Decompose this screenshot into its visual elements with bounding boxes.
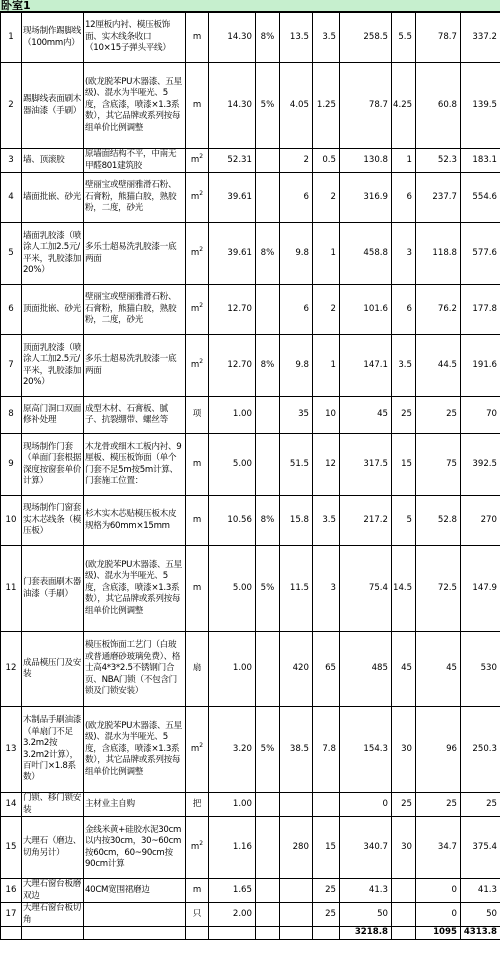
labor-price: 10 [313, 397, 340, 434]
labor-total: 237.7 [416, 173, 461, 223]
row-number: 5 [1, 223, 22, 285]
unit: m [186, 63, 209, 149]
quantity: 5.00 [209, 434, 256, 496]
unit: $m^2$ [186, 173, 209, 223]
row-number: 17 [1, 903, 22, 927]
item-name: 现场制作踢脚线（100mm内） [22, 13, 84, 63]
item-name: 现场制作门套（单面门套根据深度按窗套单价计算） [22, 434, 84, 496]
table-row [1, 223, 500, 285]
aux-price: 25 [392, 793, 416, 817]
item-name: 门锁、移门锁安装 [22, 793, 84, 817]
item-name: 原高门洞口双面修补处理 [22, 397, 84, 434]
labor-price: 25 [313, 879, 340, 903]
row-total: 139.5 [461, 63, 500, 149]
row-number: 6 [1, 285, 22, 335]
material-price: 15.8 [280, 496, 313, 546]
aux-price: 4.25 [392, 63, 416, 149]
table-row [1, 335, 500, 397]
labor-total: 78.7 [416, 13, 461, 63]
material-price: 11.5 [280, 546, 313, 632]
table-row [1, 707, 500, 793]
aux-price: 3.5 [392, 335, 416, 397]
item-name: 墙面批嵌、砂光 [22, 173, 84, 223]
unit: 只 [186, 903, 209, 927]
material-total: 130.8 [340, 149, 392, 173]
item-name: 顶面批嵌、砂光 [22, 285, 84, 335]
item-description: 模压板饰面工艺门（白玻或普通磨砂玻璃免费）、格士高4*3*2.5不锈钢门合页、NBA门锁（不包含门锁及门锁安装） [84, 632, 186, 707]
unit: 扇 [186, 632, 209, 707]
quantity: 1.65 [209, 879, 256, 903]
item-description: (欧龙脱苯PU木器漆、五星级)、混水为半哑光、5度，含底漆，喷漆×1.3系数），其它品牌或系列按每组单价比例调整 [84, 707, 186, 793]
labor-total: 52.3 [416, 149, 461, 173]
row-number: 9 [1, 434, 22, 496]
item-description: (欧龙脱苯PU木器漆、五星级)、混水为半哑光、5度，含底漆，喷漆×1.3系数），其它品牌或系列按每组单价比例调整 [84, 63, 186, 149]
unit: m [186, 496, 209, 546]
material-total: 217.2 [340, 496, 392, 546]
material-price [280, 793, 313, 817]
unit: m [186, 13, 209, 63]
material-total: 458.8 [340, 223, 392, 285]
material-total: 317.5 [340, 434, 392, 496]
labor-price: 1 [313, 335, 340, 397]
table-row [1, 903, 500, 927]
aux-price: 45 [392, 632, 416, 707]
item-description: 木龙骨或细木工板内衬、9厘板、模压板饰面（单个门套不足5m按5m计算、门套施工位置： [84, 434, 186, 496]
loss-rate [256, 793, 280, 817]
labor-total: 34.7 [416, 817, 461, 879]
loss-rate [256, 903, 280, 927]
quantity: 12.70 [209, 335, 256, 397]
labor-total: 75 [416, 434, 461, 496]
table-row [1, 149, 500, 173]
labor-total: 44.5 [416, 335, 461, 397]
table-row [1, 173, 500, 223]
unit: $m^2$ [186, 335, 209, 397]
material-sum: 3218.8 [340, 927, 392, 940]
quantity: 5.00 [209, 546, 256, 632]
material-total: 50 [340, 903, 392, 927]
unit: $m^2$ [186, 817, 209, 879]
row-total: 375.4 [461, 817, 500, 879]
labor-price: 12 [313, 434, 340, 496]
item-description: 主材业主自购 [84, 793, 186, 817]
unit: m [186, 879, 209, 903]
row-number: 16 [1, 879, 22, 903]
labor-price: 15 [313, 817, 340, 879]
table-row [1, 879, 500, 903]
labor-total: 76.2 [416, 285, 461, 335]
row-total: 392.5 [461, 434, 500, 496]
loss-rate [256, 173, 280, 223]
loss-rate: 8% [256, 496, 280, 546]
labor-price: 2 [313, 173, 340, 223]
aux-price: 14.5 [392, 546, 416, 632]
row-number: 14 [1, 793, 22, 817]
aux-price: 5 [392, 496, 416, 546]
loss-rate: 8% [256, 223, 280, 285]
quantity: 1.00 [209, 397, 256, 434]
material-price: 51.5 [280, 434, 313, 496]
material-price: 420 [280, 632, 313, 707]
labor-price: 0.5 [313, 149, 340, 173]
item-name: 大理石窗台板磨双边 [22, 879, 84, 903]
loss-rate [256, 149, 280, 173]
labor-price [313, 793, 340, 817]
aux-price: 5.5 [392, 13, 416, 63]
row-number: 11 [1, 546, 22, 632]
row-number: 4 [1, 173, 22, 223]
labor-total: 25 [416, 397, 461, 434]
item-name: 成品模压门及安装 [22, 632, 84, 707]
row-total: 147.9 [461, 546, 500, 632]
material-total: 101.6 [340, 285, 392, 335]
row-total: 250.3 [461, 707, 500, 793]
labor-price: 3 [313, 546, 340, 632]
quantity: 52.31 [209, 149, 256, 173]
unit: $m^2$ [186, 285, 209, 335]
unit: m [186, 546, 209, 632]
material-total: 75.4 [340, 546, 392, 632]
row-number: 8 [1, 397, 22, 434]
labor-total: 25 [416, 793, 461, 817]
row-total: 41.3 [461, 879, 500, 903]
empty [313, 927, 340, 940]
item-description: 原墙面结构不平，中南无甲醛801建筑胶 [84, 149, 186, 173]
labor-price: 3.5 [313, 13, 340, 63]
row-total: 25 [461, 793, 500, 817]
quantity: 39.61 [209, 223, 256, 285]
aux-price: 15 [392, 434, 416, 496]
quantity: 10.56 [209, 496, 256, 546]
material-price: 2 [280, 149, 313, 173]
row-total: 577.6 [461, 223, 500, 285]
table-row [1, 63, 500, 149]
table-row [1, 496, 500, 546]
row-total: 50 [461, 903, 500, 927]
material-price: 9.8 [280, 223, 313, 285]
item-name: 木制品手刷油漆（单扇门不足3.2m2按3.2m2计算），百叶门×1.8系数） [22, 707, 84, 793]
labor-total: 72.5 [416, 546, 461, 632]
quantity: 14.30 [209, 63, 256, 149]
labor-total: 45 [416, 632, 461, 707]
section-title: 卧室1 [0, 0, 500, 12]
quantity: 2.00 [209, 903, 256, 927]
item-description: 多乐士超易洗乳胶漆一底两面 [84, 335, 186, 397]
totals-row [1, 927, 500, 940]
aux-price: 30 [392, 817, 416, 879]
table-row [1, 434, 500, 496]
material-total: 316.9 [340, 173, 392, 223]
labor-sum: 1095 [416, 927, 461, 940]
quantity: 1.16 [209, 817, 256, 879]
table-row [1, 793, 500, 817]
item-name: 踢脚线表面刷木器油漆（手刷） [22, 63, 84, 149]
labor-total: 52.8 [416, 496, 461, 546]
item-name: 大理石窗台板切角 [22, 903, 84, 927]
aux-price [392, 879, 416, 903]
labor-price: 65 [313, 632, 340, 707]
material-price: 280 [280, 817, 313, 879]
loss-rate: 5% [256, 63, 280, 149]
unit: 把 [186, 793, 209, 817]
quantity: 12.70 [209, 285, 256, 335]
row-number: 13 [1, 707, 22, 793]
loss-rate: 5% [256, 546, 280, 632]
row-number: 7 [1, 335, 22, 397]
material-price: 9.8 [280, 335, 313, 397]
quote-table [0, 12, 500, 940]
row-total: 530 [461, 632, 500, 707]
material-total: 340.7 [340, 817, 392, 879]
labor-price: 25 [313, 903, 340, 927]
item-description: 12厘板内衬、模压板饰面、实木线条收口（10×15子弹头平线） [84, 13, 186, 63]
material-price: 6 [280, 285, 313, 335]
labor-price: 7.8 [313, 707, 340, 793]
aux-price: 6 [392, 285, 416, 335]
row-number: 15 [1, 817, 22, 879]
item-name: 大理石（磨边、切角另计） [22, 817, 84, 879]
material-total: 258.5 [340, 13, 392, 63]
item-name: 顶面乳胶漆（喷涂人工加2.5元/平米，乳胶漆加20%） [22, 335, 84, 397]
loss-rate: 5% [256, 707, 280, 793]
item-name: 墙、顶滚胶 [22, 149, 84, 173]
unit: $m^2$ [186, 707, 209, 793]
quantity: 1.00 [209, 793, 256, 817]
row-number: 12 [1, 632, 22, 707]
material-price: 13.5 [280, 13, 313, 63]
aux-price: 3 [392, 223, 416, 285]
row-total: 191.6 [461, 335, 500, 397]
item-description: 多乐士超易洗乳胶漆一底两面 [84, 223, 186, 285]
material-total: 0 [340, 793, 392, 817]
labor-price: 1 [313, 223, 340, 285]
row-total: 183.1 [461, 149, 500, 173]
table-row [1, 546, 500, 632]
item-description: 金线米黄+硅胶水泥30cm以内按30cm，30~60cm按60cm，60~90cm按90cm计算 [84, 817, 186, 879]
item-description: (欧龙脱苯PU木器漆、五星级)、混水为半哑光、5度，含底漆，喷漆×1.3系数），其它品牌或系列按每组单价比例调整 [84, 546, 186, 632]
labor-total: 96 [416, 707, 461, 793]
loss-rate [256, 397, 280, 434]
item-description: 壁丽宝或壁丽雅滑石粉、石膏粉，熊猫白胶，熟胶粉，二度，砂光 [84, 173, 186, 223]
labor-total: 60.8 [416, 63, 461, 149]
material-total: 45 [340, 397, 392, 434]
aux-price: 25 [392, 397, 416, 434]
loss-rate [256, 817, 280, 879]
grand-total: 4313.8 [461, 927, 500, 940]
row-number: 1 [1, 13, 22, 63]
table-row [1, 285, 500, 335]
loss-rate [256, 632, 280, 707]
aux-price: 1 [392, 149, 416, 173]
material-total: 154.3 [340, 707, 392, 793]
unit: m [186, 434, 209, 496]
item-name: 现场制作门窗套实木芯线条（模压板） [22, 496, 84, 546]
empty [256, 927, 280, 940]
row-total: 177.8 [461, 285, 500, 335]
labor-total: 0 [416, 879, 461, 903]
labor-price: 1.25 [313, 63, 340, 149]
row-total: 270 [461, 496, 500, 546]
labor-total: 0 [416, 903, 461, 927]
loss-rate [256, 879, 280, 903]
loss-rate [256, 434, 280, 496]
empty [1, 927, 22, 940]
empty [84, 927, 186, 940]
material-price: 6 [280, 173, 313, 223]
material-price [280, 879, 313, 903]
aux-price [392, 903, 416, 927]
table-row [1, 397, 500, 434]
item-description: 成型木材、石膏板、腻子、抗裂绷带、螺丝等 [84, 397, 186, 434]
row-number: 2 [1, 63, 22, 149]
material-total: 78.7 [340, 63, 392, 149]
aux-price: 6 [392, 173, 416, 223]
empty [186, 927, 209, 940]
aux-price: 30 [392, 707, 416, 793]
item-name: 墙面乳胶漆（喷涂人工加2.5元/平米，乳胶漆加20%） [22, 223, 84, 285]
labor-price: 3.5 [313, 496, 340, 546]
row-total: 554.6 [461, 173, 500, 223]
loss-rate [256, 285, 280, 335]
material-price: 4.05 [280, 63, 313, 149]
item-name: 门套表面刷木器油漆（手刷） [22, 546, 84, 632]
loss-rate: 8% [256, 13, 280, 63]
material-total: 147.1 [340, 335, 392, 397]
material-price: 38.5 [280, 707, 313, 793]
material-total: 485 [340, 632, 392, 707]
row-number: 3 [1, 149, 22, 173]
table-row [1, 632, 500, 707]
labor-total: 118.8 [416, 223, 461, 285]
unit: $m^2$ [186, 149, 209, 173]
quantity: 14.30 [209, 13, 256, 63]
empty [22, 927, 84, 940]
unit: 项 [186, 397, 209, 434]
quantity: 3.20 [209, 707, 256, 793]
labor-price: 2 [313, 285, 340, 335]
item-description [84, 903, 186, 927]
row-number: 10 [1, 496, 22, 546]
material-price [280, 903, 313, 927]
item-description: 40CM宽围裙磨边 [84, 879, 186, 903]
table-row [1, 817, 500, 879]
quantity: 39.61 [209, 173, 256, 223]
loss-rate: 8% [256, 335, 280, 397]
unit: $m^2$ [186, 223, 209, 285]
material-total: 41.3 [340, 879, 392, 903]
item-description: 杉木实木芯贴模压板木皮规格为60mm×15mm [84, 496, 186, 546]
item-description: 壁丽宝或壁丽雅滑石粉、石膏粉，熊猫白胶，熟胶粉，二度，砂光 [84, 285, 186, 335]
empty [280, 927, 313, 940]
table-row [1, 13, 500, 63]
row-total: 70 [461, 397, 500, 434]
empty [392, 927, 416, 940]
empty [209, 927, 256, 940]
row-total: 337.2 [461, 13, 500, 63]
material-price: 35 [280, 397, 313, 434]
quantity: 1.00 [209, 632, 256, 707]
